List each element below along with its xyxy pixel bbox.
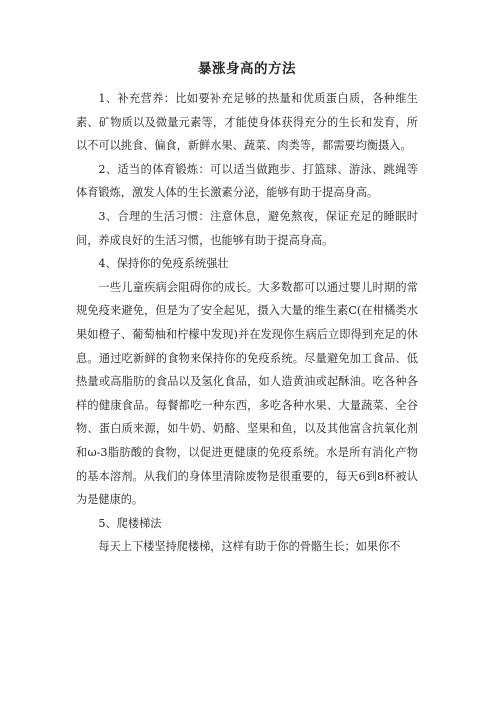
document-page (76, 60, 418, 559)
paragraph-nutrition: 1、补充营养：比如要补充足够的热量和优质蛋白质，各种维生素、矿物质以及微量元素等，才能使身体获得充分的生长和发育，所以不可以挑食、偏食，新鲜水果、蔬菜、肉类等，都需要均衡摄入。 (76, 92, 418, 153)
paragraph-stair-climbing: 每天上下楼坚持爬楼梯，这样有助于你的骨骼生长；如果你不 (98, 540, 401, 554)
paragraph-lifestyle: 3、合理的生活习惯：注意休息，避免熬夜，保证充足的睡眠时间，养成良好的生活习惯，也能够有助于提高身高。 (76, 209, 418, 247)
heading-immune-system: 4、保持你的免疫系统强壮 (98, 257, 229, 271)
heading-stair-climbing: 5、爬楼梯法 (98, 516, 162, 530)
paragraph-immune-system: 一些儿童疾病会阻碍你的成长。大多数都可以通过婴儿时期的常规免疫来避免，但是为了安全起见，摄入大量的维生素C(在柑橘类水果如橙子、葡萄柚和柠檬中发现)并在发现你生病后立即得到充足的休息。通过吃新鲜的食物来保持你的免疫系统。尽量避免加工食品、低热量或高脂肪的食品以及氢化食品，如人造黄油或起酥油。吃各种各样的健康食品。每餐都吃一种东西，多吃各种水果、大量蔬菜、全谷物、蛋白质来源，如牛奶、奶酪、坚果和鱼，以及其他富含抗氧化剂和ω-3脂肪酸的食物，以促进更健康的免疫系统。水是所有消化产物的基本溶剂。从我们的身体里清除废物是很重要的，每天6到8杯被认为是健康的。 (76, 280, 418, 507)
paragraph-exercise: 2、适当的体育锻炼：可以适当做跑步、打篮球、游泳、跳绳等体育锻炼，激发人体的生长激素分泌，能够有助于提高身高。 (76, 162, 418, 200)
document-title: 暴涨身高的方法 (198, 61, 296, 77)
